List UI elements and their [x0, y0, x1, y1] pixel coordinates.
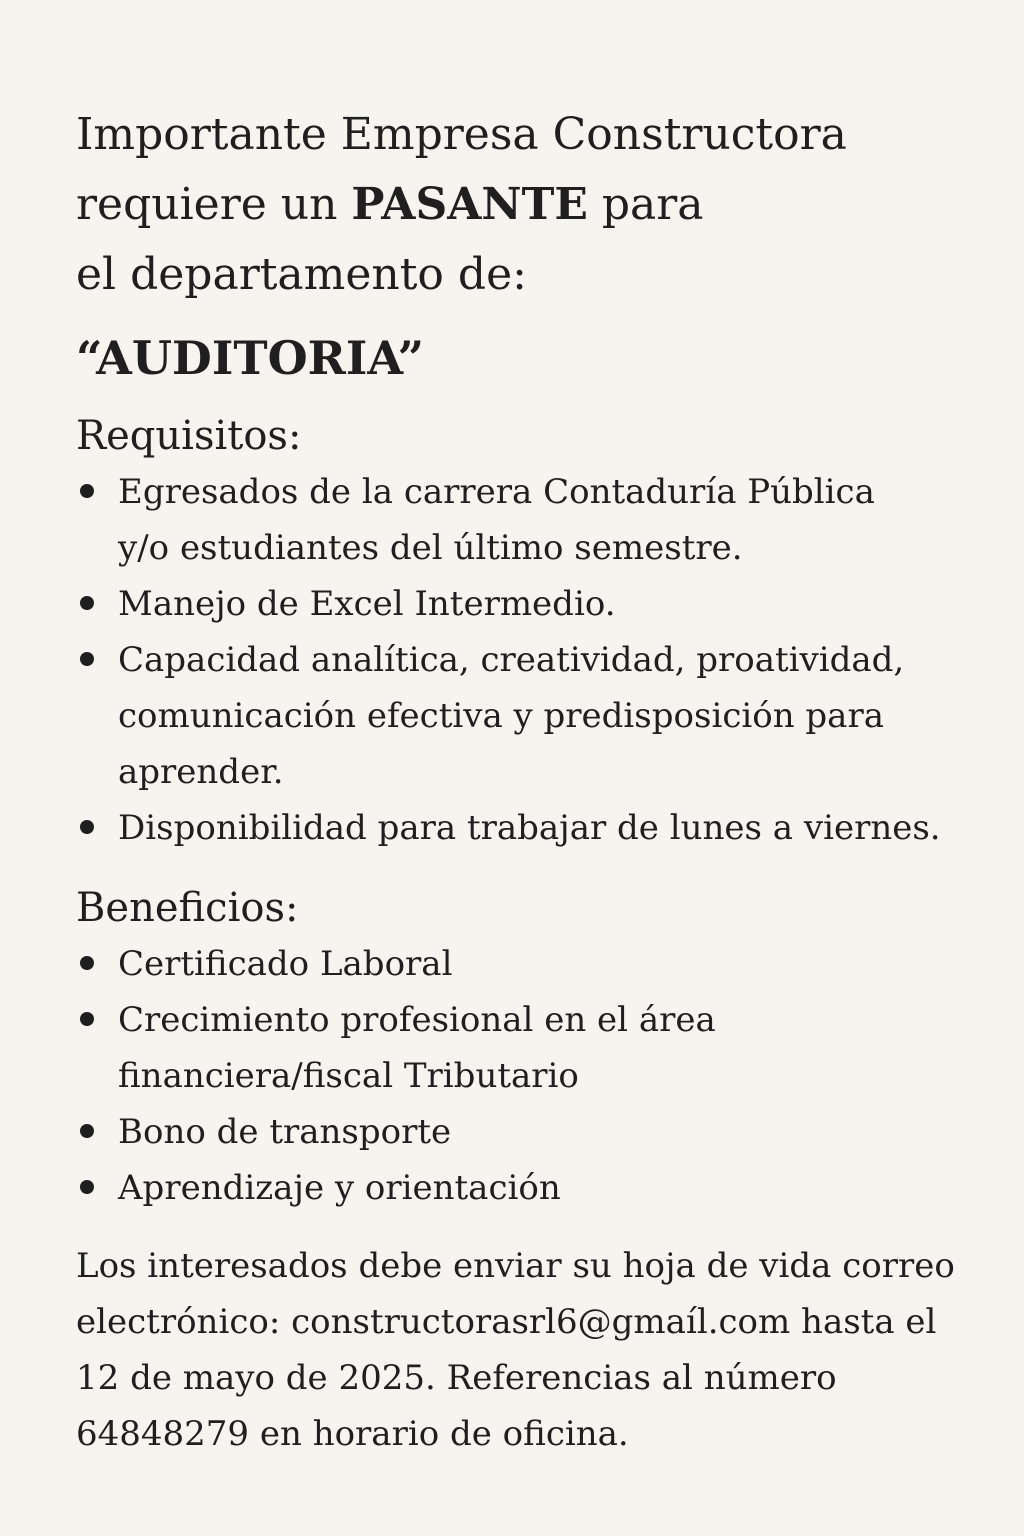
list-item [76, 1160, 986, 1216]
list-item-line: Certificado Laboral [118, 944, 453, 984]
list-item-line: Capacidad analítica, creatividad, proatividad, [118, 640, 905, 680]
bullet-icon [80, 1124, 94, 1138]
job-posting [76, 100, 986, 1462]
list-item-line: Egresados de la carrera Contaduría Pública [118, 472, 875, 512]
closing-line: electrónico: constructorasrl6@gmaíl.com hasta el [76, 1302, 937, 1342]
intro-line-2 [76, 170, 986, 240]
benefits-title: Beneficios: [76, 885, 299, 931]
benefits-list [76, 936, 986, 1216]
closing-paragraph [76, 1238, 986, 1462]
closing-line: 12 de mayo de 2025. Referencias al número [76, 1358, 837, 1398]
bullet-icon [80, 820, 94, 834]
list-item [76, 936, 986, 992]
closing-line: 64848279 en horario de oficina. [76, 1414, 629, 1454]
list-item [76, 1104, 986, 1160]
list-item [76, 464, 986, 576]
bullet-icon [80, 484, 94, 498]
list-item-line: Aprendizaje y orientación [118, 1168, 561, 1208]
requirements-title: Requisitos: [76, 413, 302, 459]
position-name: PASANTE [351, 179, 588, 230]
list-item-line: financiera/fiscal Tributario [118, 1056, 579, 1096]
bullet-icon [80, 1180, 94, 1194]
bullet-icon [80, 596, 94, 610]
department-name: “AUDITORIA” [76, 331, 425, 385]
list-item-line: aprender. [118, 752, 284, 792]
list-item-line: Crecimiento profesional en el área [118, 1000, 716, 1040]
bullet-icon [80, 956, 94, 970]
closing-line: Los interesados debe enviar su hoja de vida correo [76, 1246, 955, 1286]
requirements-list [76, 464, 986, 856]
intro-line-1: Importante Empresa Constructora [76, 109, 847, 160]
intro-line-2-pre: requiere un [76, 179, 352, 230]
list-item-line: Disponibilidad para trabajar de lunes a viernes. [118, 808, 941, 848]
intro-line-3: el departamento de: [76, 249, 527, 300]
list-item [76, 576, 986, 632]
bullet-icon [80, 1012, 94, 1026]
list-item-line: Bono de transporte [118, 1112, 452, 1152]
list-item [76, 632, 986, 800]
bullet-icon [80, 652, 94, 666]
list-item-line: comunicación efectiva y predisposición para [118, 696, 884, 736]
list-item-line: Manejo de Excel Intermedio. [118, 584, 616, 624]
list-item [76, 800, 986, 856]
list-item-line: y/o estudiantes del último semestre. [118, 528, 743, 568]
intro-heading [76, 100, 986, 310]
list-item [76, 992, 986, 1104]
intro-line-2-post: para [587, 179, 704, 230]
